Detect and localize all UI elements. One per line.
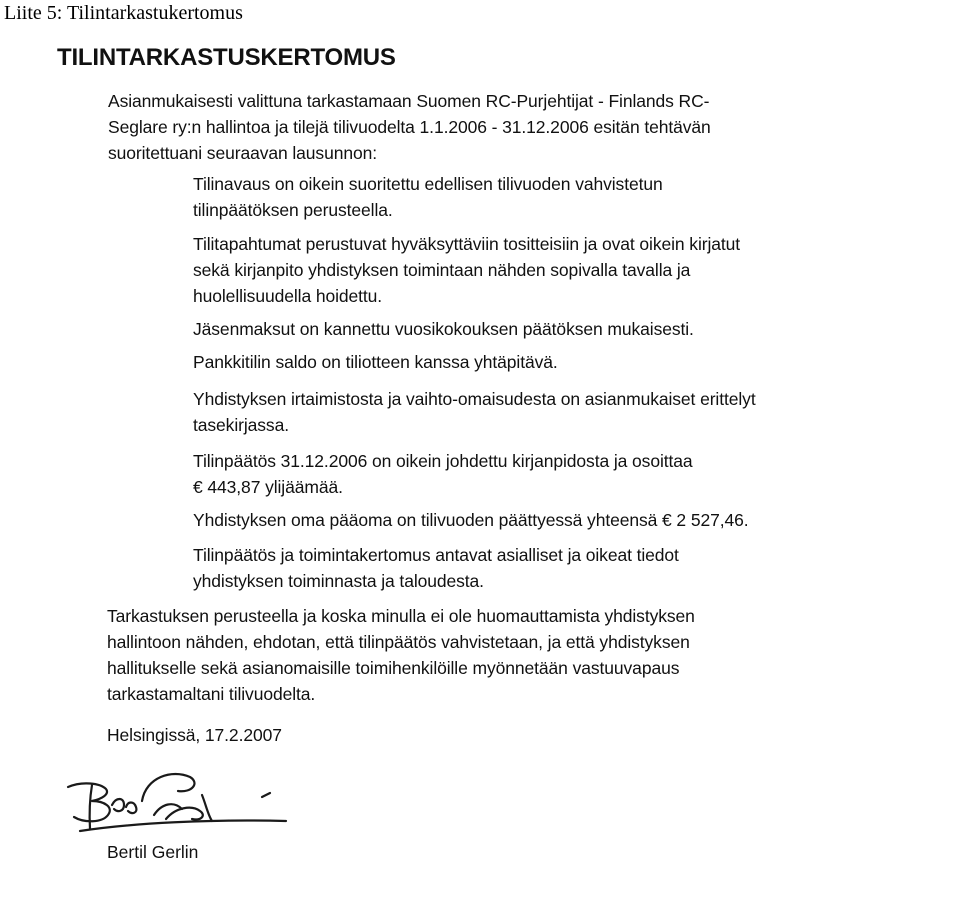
handwritten-signature xyxy=(62,757,292,837)
statement-equity xyxy=(193,507,749,533)
statement-line: huolellisuudella hoidettu. xyxy=(193,286,383,306)
statement-bank-balance xyxy=(193,349,558,375)
document-title: TILINTARKASTUSKERTOMUS xyxy=(57,44,396,71)
statement-transactions xyxy=(193,231,740,309)
statement-line: Tilinpäätös 31.12.2006 on oikein johdettu kirjanpidosta ja osoittaa xyxy=(193,451,693,471)
statement-line: Tilinpäätös ja toimintakertomus antavat asialliset ja oikeat tiedot xyxy=(193,545,679,565)
statement-line: Yhdistyksen irtaimistosta ja vaihto-omaisudesta on asianmukaiset erittelyt xyxy=(193,389,756,409)
intro-line: suoritettuani seuraavan lausunnon: xyxy=(108,143,378,163)
conclusion-line: hallintoon nähden, ehdotan, että tilinpäätös vahvistetaan, ja että yhdistyksen xyxy=(107,632,690,652)
statement-line: Tilinavaus on oikein suoritettu edellisen tilivuoden vahvistetun xyxy=(193,174,663,194)
statement-line: Jäsenmaksut on kannettu vuosikokouksen päätöksen mukaisesti. xyxy=(193,319,694,339)
signer-name: Bertil Gerlin xyxy=(107,842,199,862)
intro-line: Seglare ry:n hallintoa ja tilejä tilivuodelta 1.1.2006 - 31.12.2006 esitän tehtävän xyxy=(108,117,711,137)
scanned-document xyxy=(0,30,960,915)
statement-line: yhdistyksen toiminnasta ja taloudesta. xyxy=(193,571,484,591)
conclusion-line: tarkastamaltani tilivuodelta. xyxy=(107,684,316,704)
conclusion-line: Tarkastuksen perusteella ja koska minulla ei ole huomauttamista yhdistyksen xyxy=(107,606,695,626)
statement-membership-fees xyxy=(193,316,694,342)
statement-line: Pankkitilin saldo on tiliotteen kanssa yhtäpitävä. xyxy=(193,352,558,372)
statement-line: sekä kirjanpito yhdistyksen toimintaan nähden sopivalla tavalla ja xyxy=(193,260,691,280)
intro-line: Asianmukaisesti valittuna tarkastamaan Suomen RC-Purjehtijat - Finlands RC- xyxy=(108,91,710,111)
intro-paragraph xyxy=(108,88,711,166)
statement-line: € 443,87 ylijäämää. xyxy=(193,477,343,497)
conclusion-line: hallitukselle sekä asianomaisille toimihenkilöille myönnetään vastuuvapaus xyxy=(107,658,680,678)
statement-surplus xyxy=(193,448,693,500)
place-and-date: Helsingissä, 17.2.2007 xyxy=(107,725,282,745)
conclusion-paragraph xyxy=(107,603,695,707)
statement-line: Tilitapahtumat perustuvat hyväksyttäviin tositteisiin ja ovat oikein kirjatut xyxy=(193,234,741,254)
statement-line: tilinpäätöksen perusteella. xyxy=(193,200,393,220)
appendix-caption: Liite 5: Tilintarkastukertomus xyxy=(4,2,243,24)
statement-line: tasekirjassa. xyxy=(193,415,289,435)
statement-inventory xyxy=(193,386,756,438)
statement-financial-statements xyxy=(193,542,679,594)
statement-opening-balance xyxy=(193,171,663,223)
statement-line: Yhdistyksen oma pääoma on tilivuoden päättyessä yhteensä € 2 527,46. xyxy=(193,510,749,530)
